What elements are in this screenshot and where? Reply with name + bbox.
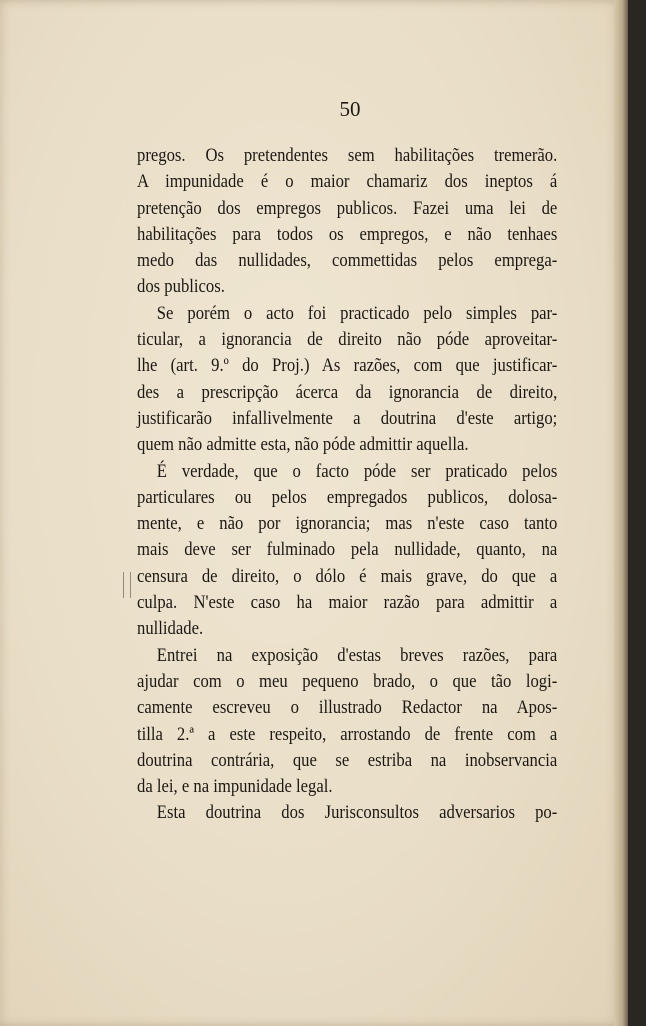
page-edge <box>614 0 628 1026</box>
body-text <box>137 143 558 827</box>
text-line: da lei, e na impunidade legal. <box>137 777 333 798</box>
text-line: doutrina contrária, que se estriba na inobservancia <box>137 750 558 771</box>
text-line: mais deve ser fulminado pela nullidade, quanto, na <box>137 540 558 561</box>
text-line: justificarão infallivelmente a doutrina d'este artigo; <box>137 408 558 429</box>
text-line: É verdade, que o facto póde ser praticado pelos <box>156 461 558 482</box>
text-line: Se porém o acto foi practicado pelo simples par- <box>156 303 558 324</box>
page-number: 50 <box>339 97 361 121</box>
text-line: mente, e não por ignorancia; mas n'este caso tanto <box>137 514 558 535</box>
text-line: pretenção dos empregos publicos. Fazei uma lei de <box>137 198 558 219</box>
text-line: des a prescripção ácerca da ignorancia de direito, <box>137 382 558 403</box>
text-line: censura de direito, o dólo é mais grave, do que a <box>137 566 558 587</box>
text-line: ticular, a ignorancia de direito não póde aproveitar- <box>137 330 558 351</box>
text-line: medo das nullidades, commettidas pelos emprega- <box>137 251 558 272</box>
text-line: quem não admitte esta, não póde admittir aquella. <box>137 435 469 456</box>
text-line: Entrei na exposição d'estas breves razões, para <box>156 645 558 666</box>
text-line: culpa. N'este caso ha maior razão para admittir a <box>137 593 558 614</box>
text-line: particulares ou pelos empregados publicos, dolosa- <box>137 487 558 508</box>
text-line: ajudar com o meu pequeno brado, o que tão logi- <box>137 671 558 692</box>
text-line: camente escreveu o illustrado Redactor na Apos- <box>137 698 558 719</box>
text-line: nullidade. <box>137 619 204 640</box>
margin-mark <box>123 572 131 598</box>
text-line: tilla 2.ª a este respeito, arrostando de frente com a <box>137 724 558 745</box>
text-line: Esta doutrina dos Jurisconsultos adversarios po- <box>156 803 558 824</box>
text-line: dos publicos. <box>137 277 225 298</box>
text-line: habilitações para todos os empregos, e não tenhaes <box>137 224 558 245</box>
text-line: A impunidade é o maior chamariz dos ineptos á <box>137 172 558 193</box>
text-line: lhe (art. 9.º do Proj.) As razões, com que justificar- <box>137 356 558 377</box>
text-line: pregos. Os pretendentes sem habilitações tremerão. <box>137 146 558 166</box>
